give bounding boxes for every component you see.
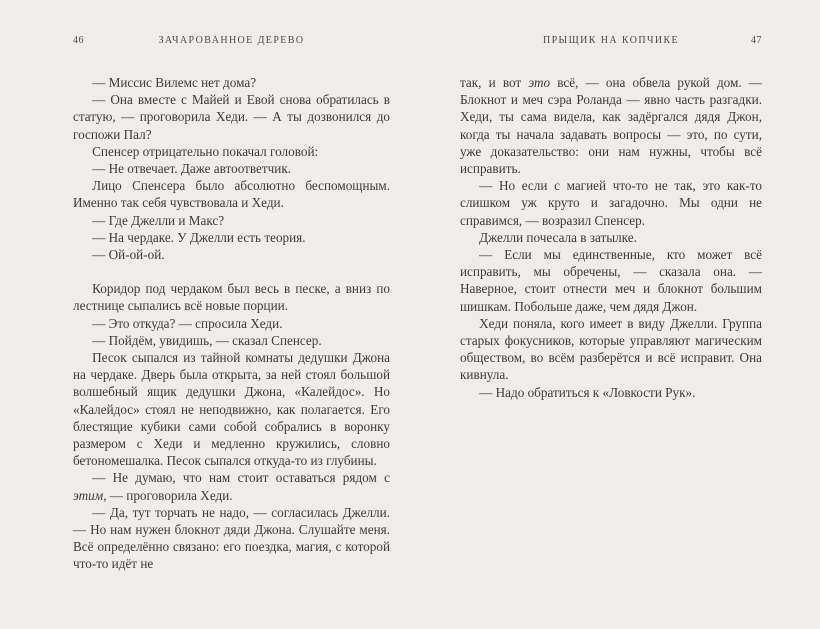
paragraph: — На чердаке. У Джелли есть теория. bbox=[92, 229, 306, 245]
left-page-text bbox=[73, 74, 390, 573]
paragraph: Песок сыпался из тайной комнаты дедушки Джона на чердаке. Дверь была открыта, за ней стоял большой волшебный ящик дедушки Джона, «Калейдос». Но «Калейдос» стоял не неподвижно, как полагается. Его блестящие кубики сами собой собрались в воронку размером с Хеди и медленно кружились, словно бетономешалка. Песок сыпался откуда-то из глубины. bbox=[73, 350, 390, 469]
paragraph: так, и вот это всё, — она обвела рукой дом. — Блокнот и меч сэра Роланда — явно часть разгадки. Хеди, ты сама видела, как задёргался дядя Джон, когда ты начала задавать вопросы — это, по сути, уже доказательство: они нам нужны, чтобы всё исправить. bbox=[460, 75, 762, 177]
right-page-number: 47 bbox=[751, 35, 762, 46]
paragraph: Спенсер отрицательно покачал головой: bbox=[92, 143, 319, 159]
right-running-title: ПРЫЩИК НА КОПЧИКЕ bbox=[542, 35, 680, 46]
paragraph: — Ой-ой-ой. bbox=[92, 247, 165, 263]
paragraph: — Не думаю, что нам стоит оставаться рядом с этим, — проговорила Хеди. bbox=[73, 470, 390, 503]
paragraph: — Это откуда? — спросила Хеди. bbox=[92, 315, 283, 331]
paragraph: Лицо Спенсера было абсолютно беспомощным. Именно так себя чувствовала и Хеди. bbox=[73, 178, 390, 211]
paragraph: Джелли почесала в затылке. bbox=[479, 229, 637, 245]
paragraph: — Надо обратиться к «Ловкости Рук». bbox=[479, 384, 696, 400]
right-running-head bbox=[460, 34, 762, 48]
left-page-number: 46 bbox=[73, 35, 84, 46]
paragraph: — Пойдём, увидишь, — сказал Спенсер. bbox=[92, 332, 322, 348]
left-running-head bbox=[73, 34, 390, 48]
left-running-title: ЗАЧАРОВАННОЕ ДЕРЕВО bbox=[158, 35, 305, 46]
paragraph: — Она вместе с Майей и Евой снова обратилась в статую, — проговорила Хеди. — А ты дозвонился до госпожи Пал? bbox=[73, 92, 390, 142]
right-page-text bbox=[460, 74, 762, 401]
paragraph: — Если мы единственные, кто может всё исправить, мы обречены, — сказала она. — Наверное, стоит отнести меч и блокнот большим шишкам. Побольше даже, чем дядя Джон. bbox=[460, 247, 762, 314]
paragraph: Хеди поняла, кого имеет в виду Джелли. Группа старых фокусников, которые управляют магическим обществом, во всём разберётся и всё исправит. Она кивнула. bbox=[460, 315, 762, 383]
paragraph: — Да, тут торчать не надо, — согласилась Джелли. — Но нам нужен блокнот дяди Джона. Слушайте меня. Всё определённо связано: его поездка, магия, с которой что-то идёт не bbox=[73, 504, 390, 572]
paragraph: — Миссис Вилемс нет дома? bbox=[92, 75, 257, 90]
paragraph: — Где Джелли и Макс? bbox=[92, 212, 225, 228]
paragraph: — Не отвечает. Даже автоответчик. bbox=[92, 161, 292, 177]
right-page bbox=[410, 0, 820, 629]
paragraph: Коридор под чердаком был весь в песке, а вниз по лестнице сыпались всё новые порции. bbox=[73, 281, 390, 314]
paragraph: — Но если с магией что-то не так, это как-то слишком уж круто и загадочно. Мы одни не справимся, — возразил Спенсер. bbox=[460, 178, 762, 228]
